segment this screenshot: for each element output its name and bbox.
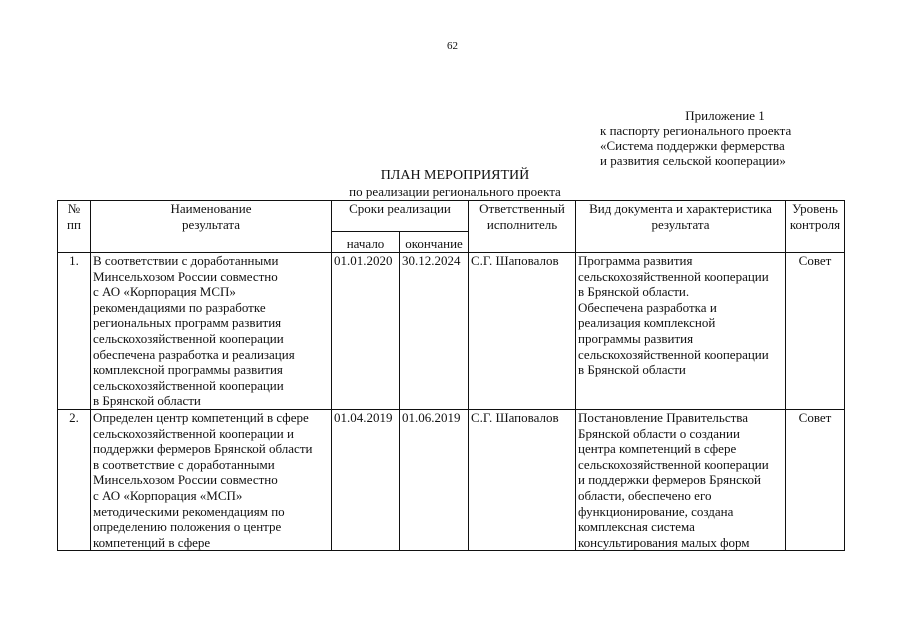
plan-title: ПЛАН МЕРОПРИЯТИЙ [380, 168, 530, 183]
cell-start: 01.04.2019 [332, 409, 400, 550]
cell-responsible: С.Г. Шаповалов [469, 409, 576, 550]
appendix-line: «Система поддержки фермерства [600, 138, 785, 153]
header-terms: Сроки реализации [332, 201, 469, 232]
plan-table [57, 200, 845, 551]
table-row [58, 409, 845, 550]
appendix-line: и развития сельской кооперации» [600, 153, 786, 168]
header-name: Наименование результата [91, 201, 332, 253]
cell-document: Постановление Правительства Брянской области о создании центра компетенций в сфере сельскохозяйственной кооперации и поддержки фермеров Брянской области, обеспечено его функционирование, создана комплексная система консультирования малых форм [576, 409, 786, 550]
cell-end: 30.12.2024 [400, 253, 469, 410]
appendix-block [600, 108, 880, 168]
cell-num: 1. [58, 253, 91, 410]
page-number: 62 [447, 40, 458, 52]
cell-name: В соответствии с доработанными Минсельхозом России совместно с АО «Корпорация МСП» рекомендациями по разработке региональных программ развития сельскохозяйственной кооперации обеспечена разработка и реализация комплексной программы развития сельскохозяйственной кооперации в Брянской области [91, 253, 332, 410]
cell-start: 01.01.2020 [332, 253, 400, 410]
appendix-title: Приложение 1 [685, 108, 765, 123]
header-start: начало [332, 232, 400, 253]
cell-responsible: С.Г. Шаповалов [469, 253, 576, 410]
header-end: окончание [400, 232, 469, 253]
header-num: № пп [58, 201, 91, 253]
cell-end: 01.06.2019 [400, 409, 469, 550]
cell-document: Программа развития сельскохозяйственной кооперации в Брянской области. Обеспечена разработка и реализация комплексной программы развития сельскохозяйственной кооперации в Брянской области [576, 253, 786, 410]
cell-level: Совет [786, 409, 845, 550]
table-header-row [58, 201, 845, 232]
header-level: Уровень контроля [786, 201, 845, 253]
cell-num: 2. [58, 409, 91, 550]
header-document: Вид документа и характеристика результата [576, 201, 786, 253]
plan-subtitle: по реализации регионального проекта [349, 184, 561, 199]
cell-level: Совет [786, 253, 845, 410]
cell-name: Определен центр компетенций в сфере сельскохозяйственной кооперации и поддержки фермеров Брянской области в соответствие с доработанными Минсельхозом России совместно с АО «Корпорация «МСП» методическими рекомендациям по определению положения о центре компетенций в сфере [91, 409, 332, 550]
appendix-line: к паспорту регионального проекта [600, 123, 792, 138]
table-row [58, 253, 845, 410]
header-responsible: Ответственный исполнитель [469, 201, 576, 253]
